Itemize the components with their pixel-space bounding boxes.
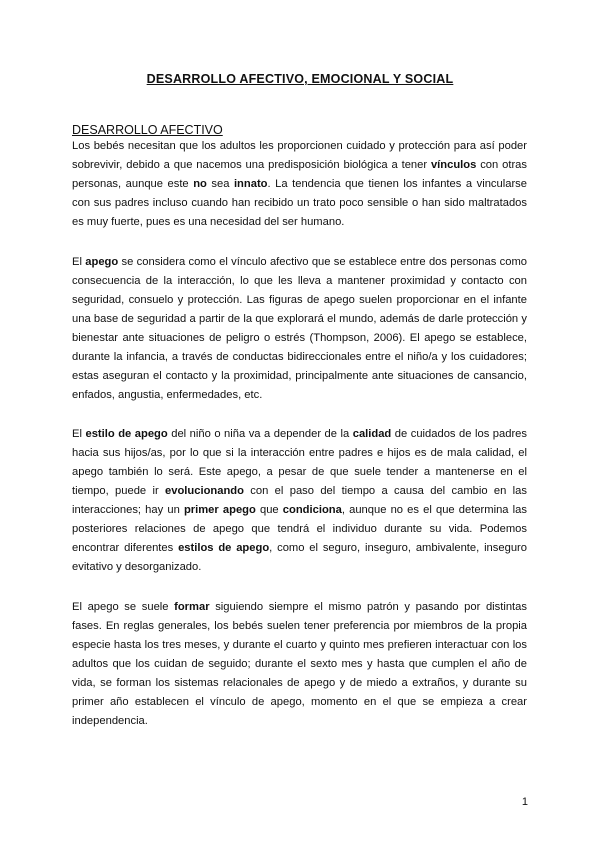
bold-term: no: [193, 178, 207, 190]
bold-term: apego: [85, 256, 119, 268]
section-heading: DESARROLLO AFECTIVO: [72, 123, 223, 137]
document-title: DESARROLLO AFECTIVO, EMOCIONAL Y SOCIAL: [146, 72, 454, 86]
bold-term: evolucionando: [165, 485, 244, 497]
bold-term: primer apego: [183, 504, 256, 516]
bold-term: condiciona: [282, 504, 342, 516]
bold-term: calidad: [352, 428, 392, 440]
bold-term: estilos de apego: [178, 542, 270, 554]
bold-term: vínculos: [430, 159, 477, 171]
bold-term: estilo de apego: [85, 428, 168, 440]
bold-term: formar: [174, 601, 210, 613]
paragraph-4: El apego se suele formar siguiendo siempre el mismo patrón y pasando por distintas fases. En reglas generales, los bebés suelen tener preferencia por miembros de la propia especie hasta los tres meses, y durante el cuarto y quinto mes prefieren interactuar con los adultos que los cuidan de seguido; durante el sexto mes y hasta que cumplen el año de vida, se forman los sistemas relacionales de apego y de miedo a extraños, y durante su primer año establecen el vínculo de apego, momento en el que se empieza a crear independencia.: [72, 601, 527, 727]
paragraph-2: El apego se considera como el vínculo afectivo que se establece entre dos personas como consecuencia de la interacción, lo que les lleva a mantener proximidad y contacto con seguridad, consuelo y protección. Las figuras de apego suelen proporcionar en el infante una base de seguridad a partir de la que explorará el mundo, además de darle protección y bienestar ante situaciones de peligro o estrés (Thompson, 2006). El apego se establece, durante la infancia, a través de conductas bidireccionales entre el niño/a y los cuidadores; estas aseguran el contacto y la proximidad, principalmente ante situaciones de cansancio, enfados, angustia, enfermedades, etc.: [72, 256, 527, 401]
paragraph-1: Los bebés necesitan que los adultos les proporcionen cuidado y protección para así poder sobrevivir, debido a que nacemos una predisposición biológica a tener vínculos con otras personas, aunque este no sea innato. La tendencia que tienen los infantes a vincularse con sus padres incluso cuando han recibido un trato poco sensible o han sido maltratados es muy fuerte, pues es una necesidad del ser humano.: [72, 140, 527, 228]
paragraph-3: El estilo de apego del niño o niña va a depender de la calidad de cuidados de los padres hacia sus hijos/as, por lo que si la interacción entre padres e hijos es de mala calidad, el apego también lo será. Este apego, a pesar de que suele tender a mantenerse en el tiempo, puede ir evolucionando con el paso del tiempo a causa del cambio en las interacciones; hay un primer apego que condiciona, aunque no es el que determina las posteriores relaciones de apego que tendrá el individuo durante su vida. Podemos encontrar diferentes estilos de apego, como el seguro, inseguro, ambivalente, inseguro evitativo y desorganizado.: [72, 428, 527, 573]
page-number: 1: [521, 796, 528, 808]
bold-term: innato: [233, 178, 268, 190]
